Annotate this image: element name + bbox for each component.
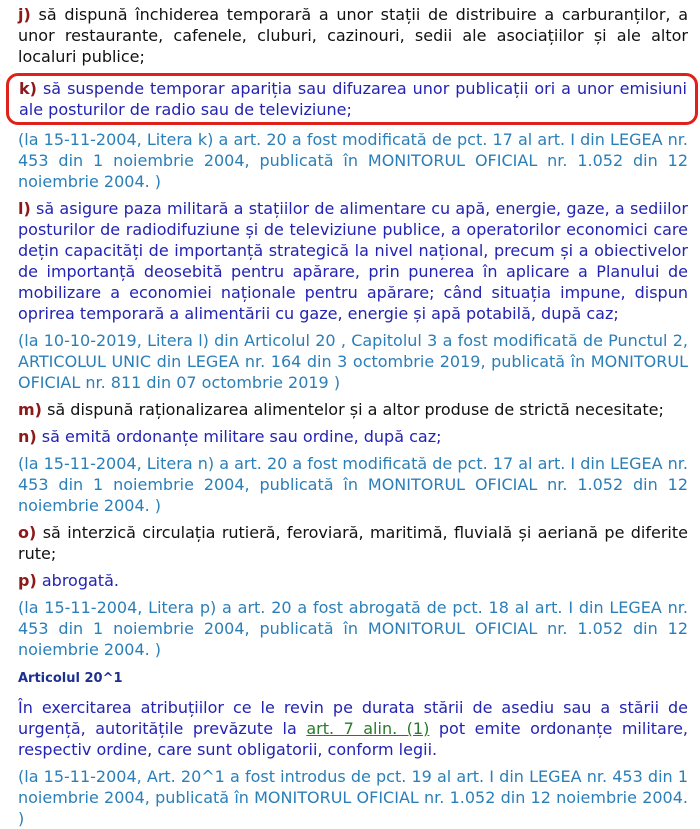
item-text: să suspende temporar apariția sau difuzarea unor publicații ori a unor emisiuni ale posturilor de radio sau de televiziune; (19, 79, 687, 119)
highlight-box (6, 73, 698, 125)
item-p (18, 570, 688, 591)
item-m (18, 399, 688, 420)
amendment-note: (la 15-11-2004, Litera n) a art. 20 a fost modificată de pct. 17 al art. I din LEGEA nr. 453 din 1 noiembrie 2004, publicată în MONITORUL OFICIAL nr. 1.052 din 12 noiembrie 2004. ) (18, 454, 688, 515)
item-j (18, 4, 688, 67)
amendment-note: (la 10-10-2019, Litera l) din Articolul 20 , Capitolul 3 a fost modificată de Punctul 2, ARTICOLUL UNIC din LEGEA nr. 164 din 3 octombrie 2019, publicată în MONITORUL OFICIAL nr. 811 din 07 octombrie 2019 ) (18, 331, 688, 392)
item-text: să asigure paza militară a stațiilor de alimentare cu apă, energie, gaze, a sediilor posturilor de radiodifuziune și de televiziune publice, a operatorilor economici care dețin capacități de importanță strategică la nivel național, precum și a obiectivelor de importanță deosebită pentru apărare, prin punerea în aplicare a Planului de mobilizare a economiei naționale pentru apărare; când situația impune, dispun oprirea temporară a alimentării cu gaze, energie și apă potabilă, după caz; (18, 199, 688, 323)
article-title: Articolul 20^1 (18, 671, 123, 686)
item-o (18, 522, 688, 564)
article-body (18, 697, 688, 760)
letter-label: n) (18, 427, 37, 446)
item-text: să dispună raționalizarea alimentelor și a altor produse de strictă necesitate; (47, 400, 664, 419)
letter-label: k) (19, 79, 37, 98)
item-text: să dispună închiderea temporară a unor stații de distribuire a carburanților, a unor restaurante, cafenele, cluburi, cazinouri, sedii ale asociațiilor și ale altor localuri publice; (18, 5, 689, 66)
item-k (19, 78, 687, 120)
letter-label: p) (18, 571, 37, 590)
item-l (18, 198, 688, 324)
amendment-note: (la 15-11-2004, Art. 20^1 a fost introdus de pct. 19 al art. I din LEGEA nr. 453 din 1 noiembrie 2004, publicată în MONITORUL OFICIAL nr. 1.052 din 12 noiembrie 2004. ) (18, 767, 688, 828)
item-text: să emită ordonanțe militare sau ordine, după caz; (41, 427, 442, 446)
letter-label: j) (18, 5, 31, 24)
letter-label: m) (18, 400, 42, 419)
letter-label: o) (18, 523, 37, 542)
article-reference-link[interactable]: art. 7 alin. (1) (306, 719, 430, 738)
item-n (18, 426, 688, 447)
amendment-note: (la 15-11-2004, Litera p) a art. 20 a fost abrogată de pct. 18 al art. I din LEGEA nr. 453 din 1 noiembrie 2004, publicată în MONITORUL OFICIAL nr. 1.052 din 12 noiembrie 2004. ) (18, 598, 688, 659)
article-text-before: În exercitarea atribuțiilor ce le revin pe durata stării de asediu sau a stării de urgență, autoritățile prevăzute la (18, 698, 688, 738)
item-text: abrogată. (41, 571, 119, 590)
amendment-note: (la 15-11-2004, Litera k) a art. 20 a fost modificată de pct. 17 al art. I din LEGEA nr. 453 din 1 noiembrie 2004, publicată în MONITORUL OFICIAL nr. 1.052 din 12 noiembrie 2004. ) (18, 130, 688, 191)
article-text-after: pot emite ordonanțe militare, respectiv ordine, care sunt obligatorii, conform legii. (18, 719, 689, 759)
item-text: să interzică circulația rutieră, feroviară, maritimă, fluvială și aeriană pe diferite rute; (18, 523, 688, 563)
letter-label: l) (18, 199, 31, 218)
